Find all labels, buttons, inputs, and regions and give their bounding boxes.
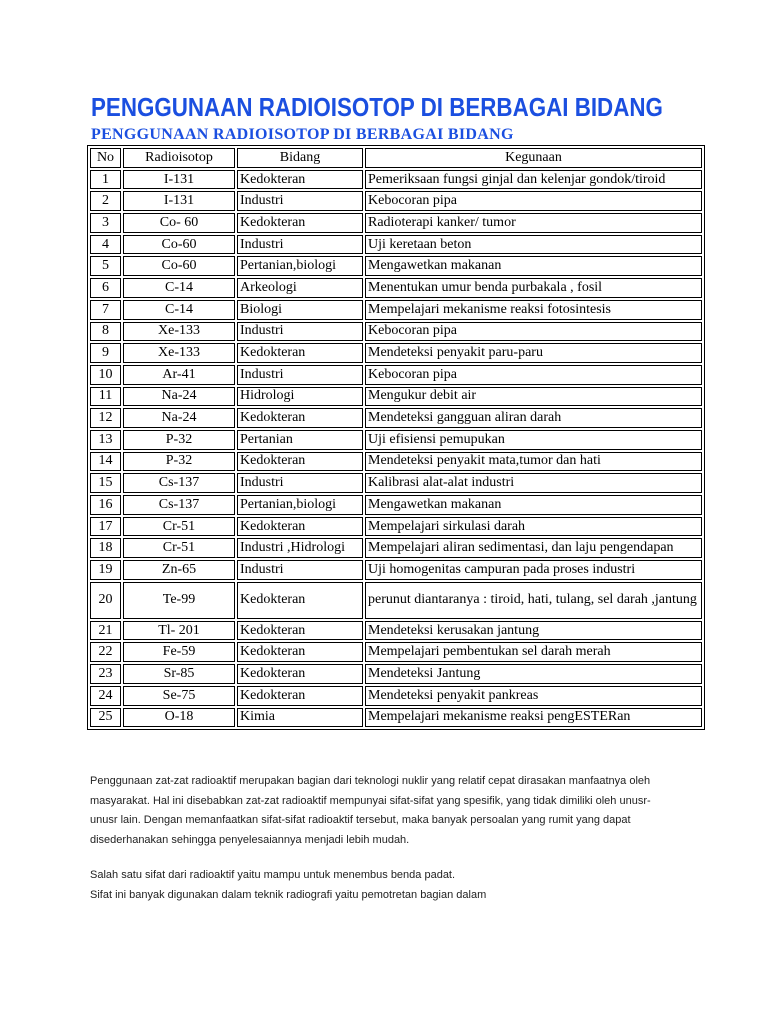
cell-kegunaan: Mempelajari mekanisme reaksi fotosintesis <box>365 300 702 320</box>
cell-radioisotop: Zn-65 <box>123 560 235 580</box>
cell-no: 15 <box>90 473 121 493</box>
table-row <box>90 582 702 619</box>
table-row <box>90 387 702 407</box>
cell-bidang: Kedokteran <box>237 517 363 537</box>
cell-bidang: Kedokteran <box>237 408 363 428</box>
cell-no: 12 <box>90 408 121 428</box>
page-subtitle: PENGGUNAAN RADIOISOTOP DI BERBAGAI BIDANG <box>91 126 514 143</box>
table-row <box>90 708 702 728</box>
cell-kegunaan: Mengawetkan makanan <box>365 495 702 515</box>
table-row <box>90 278 702 298</box>
cell-radioisotop: P-32 <box>123 452 235 472</box>
table-row <box>90 560 702 580</box>
cell-kegunaan: Uji homogenitas campuran pada proses industri <box>365 560 702 580</box>
cell-no: 18 <box>90 538 121 558</box>
table-row <box>90 322 702 342</box>
cell-radioisotop: Se-75 <box>123 686 235 706</box>
cell-no: 9 <box>90 343 121 363</box>
cell-kegunaan: Pemeriksaan fungsi ginjal dan kelenjar gondok/tiroid <box>365 170 702 190</box>
table-row <box>90 365 702 385</box>
cell-no: 11 <box>90 387 121 407</box>
cell-kegunaan: Mempelajari pembentukan sel darah merah <box>365 642 702 662</box>
cell-radioisotop: Co-60 <box>123 235 235 255</box>
cell-kegunaan: Mendeteksi penyakit pankreas <box>365 686 702 706</box>
table-row <box>90 686 702 706</box>
cell-no: 19 <box>90 560 121 580</box>
cell-no: 24 <box>90 686 121 706</box>
cell-no: 23 <box>90 664 121 684</box>
paragraph-intro <box>90 772 690 850</box>
table-row <box>90 213 702 233</box>
table-row <box>90 621 702 641</box>
cell-kegunaan: Mendeteksi gangguan aliran darah <box>365 408 702 428</box>
cell-no: 7 <box>90 300 121 320</box>
cell-no: 1 <box>90 170 121 190</box>
cell-bidang: Industri <box>237 560 363 580</box>
cell-kegunaan: Kebocoran pipa <box>365 191 702 211</box>
table-row <box>90 170 702 190</box>
cell-bidang: Kedokteran <box>237 664 363 684</box>
cell-radioisotop: Tl- 201 <box>123 621 235 641</box>
cell-bidang: Industri <box>237 365 363 385</box>
table-row <box>90 495 702 515</box>
table-row <box>90 642 702 662</box>
table-row <box>90 235 702 255</box>
table-row <box>90 256 702 276</box>
cell-radioisotop: Na-24 <box>123 408 235 428</box>
cell-radioisotop: Na-24 <box>123 387 235 407</box>
cell-radioisotop: Cr-51 <box>123 517 235 537</box>
cell-no: 25 <box>90 708 121 728</box>
cell-kegunaan: Mempelajari sirkulasi darah <box>365 517 702 537</box>
cell-kegunaan: Uji keretaan beton <box>365 235 702 255</box>
paragraph-line: masyarakat. Hal ini disebabkan zat-zat radioaktif mempunyai sifat-sifat yang spesifik, yang tidak dimiliki oleh unusr- <box>90 794 651 807</box>
cell-no: 16 <box>90 495 121 515</box>
paragraph-line: disederhanakan sehingga penyelesaiannya menjadi lebih mudah. <box>90 833 410 846</box>
table-row <box>90 408 702 428</box>
cell-radioisotop: Cs-137 <box>123 473 235 493</box>
header-radioisotop: Radioisotop <box>123 148 235 168</box>
cell-kegunaan: Mendeteksi Jantung <box>365 664 702 684</box>
cell-radioisotop: Cs-137 <box>123 495 235 515</box>
cell-no: 6 <box>90 278 121 298</box>
cell-kegunaan: Kebocoran pipa <box>365 365 702 385</box>
cell-bidang: Kedokteran <box>237 582 363 619</box>
cell-kegunaan: Uji efisiensi pemupukan <box>365 430 702 450</box>
cell-bidang: Kedokteran <box>237 170 363 190</box>
cell-no: 17 <box>90 517 121 537</box>
cell-bidang: Industri <box>237 473 363 493</box>
table-header-row <box>90 148 702 168</box>
cell-kegunaan: Mempelajari mekanisme reaksi pengESTERan <box>365 708 702 728</box>
paragraph-line: Penggunaan zat-zat radioaktif merupakan bagian dari teknologi nuklir yang relatif cepat dirasakan manfaatnya oleh <box>90 775 651 787</box>
table-row <box>90 517 702 537</box>
cell-radioisotop: O-18 <box>123 708 235 728</box>
table-row <box>90 452 702 472</box>
header-bidang: Bidang <box>237 148 363 168</box>
cell-no: 5 <box>90 256 121 276</box>
table-row <box>90 191 702 211</box>
table-row <box>90 664 702 684</box>
cell-kegunaan: Mengukur debit air <box>365 387 702 407</box>
table-row <box>90 430 702 450</box>
cell-bidang: Biologi <box>237 300 363 320</box>
cell-no: 2 <box>90 191 121 211</box>
cell-no: 10 <box>90 365 121 385</box>
cell-radioisotop: Xe-133 <box>123 343 235 363</box>
table-body <box>90 170 702 728</box>
table-row <box>90 473 702 493</box>
cell-radioisotop: I-131 <box>123 170 235 190</box>
cell-kegunaan: Mempelajari aliran sedimentasi, dan laju pengendapan <box>365 538 702 558</box>
cell-no: 4 <box>90 235 121 255</box>
cell-bidang: Industri <box>237 191 363 211</box>
cell-bidang: Hidrologi <box>237 387 363 407</box>
paragraph-line: unusr lain. Dengan memanfaatkan sifat-sifat radioaktif tersebut, maka banyak persoalan yang rumit yang dapat <box>90 814 631 826</box>
cell-radioisotop: Co-60 <box>123 256 235 276</box>
paragraph-line: Sifat ini banyak digunakan dalam teknik radiografi yaitu pemotretan bagian dalam <box>90 888 487 901</box>
cell-bidang: Kimia <box>237 708 363 728</box>
cell-no: 22 <box>90 642 121 662</box>
cell-radioisotop: C-14 <box>123 300 235 320</box>
cell-radioisotop: Sr-85 <box>123 664 235 684</box>
cell-bidang: Industri <box>237 322 363 342</box>
cell-no: 14 <box>90 452 121 472</box>
paragraph-line: Salah satu sifat dari radioaktif yaitu mampu untuk menembus benda padat. <box>90 869 456 881</box>
radioisotope-table <box>87 145 705 730</box>
cell-radioisotop: I-131 <box>123 191 235 211</box>
cell-radioisotop: Co- 60 <box>123 213 235 233</box>
cell-bidang: Industri <box>237 235 363 255</box>
cell-no: 20 <box>90 582 121 619</box>
cell-radioisotop: Xe-133 <box>123 322 235 342</box>
cell-bidang: Pertanian,biologi <box>237 256 363 276</box>
cell-bidang: Pertanian,biologi <box>237 495 363 515</box>
cell-bidang: Kedokteran <box>237 213 363 233</box>
cell-kegunaan: perunut diantaranya : tiroid, hati, tulang, sel darah ,jantung <box>365 582 702 619</box>
page-title: PENGGUNAAN RADIOISOTOP DI BERBAGAI BIDANG <box>91 92 663 122</box>
header-no: No <box>90 148 121 168</box>
header-kegunaan: Kegunaan <box>365 148 702 168</box>
cell-bidang: Industri ,Hidrologi <box>237 538 363 558</box>
cell-kegunaan: Menentukan umur benda purbakala , fosil <box>365 278 702 298</box>
table-row <box>90 538 702 558</box>
cell-kegunaan: Mengawetkan makanan <box>365 256 702 276</box>
cell-kegunaan: Kalibrasi alat-alat industri <box>365 473 702 493</box>
paragraph-radiography <box>90 866 690 905</box>
cell-bidang: Kedokteran <box>237 642 363 662</box>
cell-radioisotop: Ar-41 <box>123 365 235 385</box>
cell-no: 13 <box>90 430 121 450</box>
cell-kegunaan: Mendeteksi penyakit mata,tumor dan hati <box>365 452 702 472</box>
cell-kegunaan: Kebocoran pipa <box>365 322 702 342</box>
cell-kegunaan: Radioterapi kanker/ tumor <box>365 213 702 233</box>
cell-no: 21 <box>90 621 121 641</box>
cell-bidang: Kedokteran <box>237 621 363 641</box>
table-row <box>90 300 702 320</box>
cell-bidang: Kedokteran <box>237 686 363 706</box>
cell-kegunaan: Mendeteksi kerusakan jantung <box>365 621 702 641</box>
table-row <box>90 343 702 363</box>
cell-bidang: Kedokteran <box>237 343 363 363</box>
cell-bidang: Pertanian <box>237 430 363 450</box>
cell-no: 8 <box>90 322 121 342</box>
cell-radioisotop: P-32 <box>123 430 235 450</box>
cell-radioisotop: C-14 <box>123 278 235 298</box>
cell-radioisotop: Cr-51 <box>123 538 235 558</box>
cell-bidang: Kedokteran <box>237 452 363 472</box>
cell-bidang: Arkeologi <box>237 278 363 298</box>
cell-radioisotop: Fe-59 <box>123 642 235 662</box>
cell-radioisotop: Te-99 <box>123 582 235 619</box>
cell-no: 3 <box>90 213 121 233</box>
cell-kegunaan: Mendeteksi penyakit paru-paru <box>365 343 702 363</box>
